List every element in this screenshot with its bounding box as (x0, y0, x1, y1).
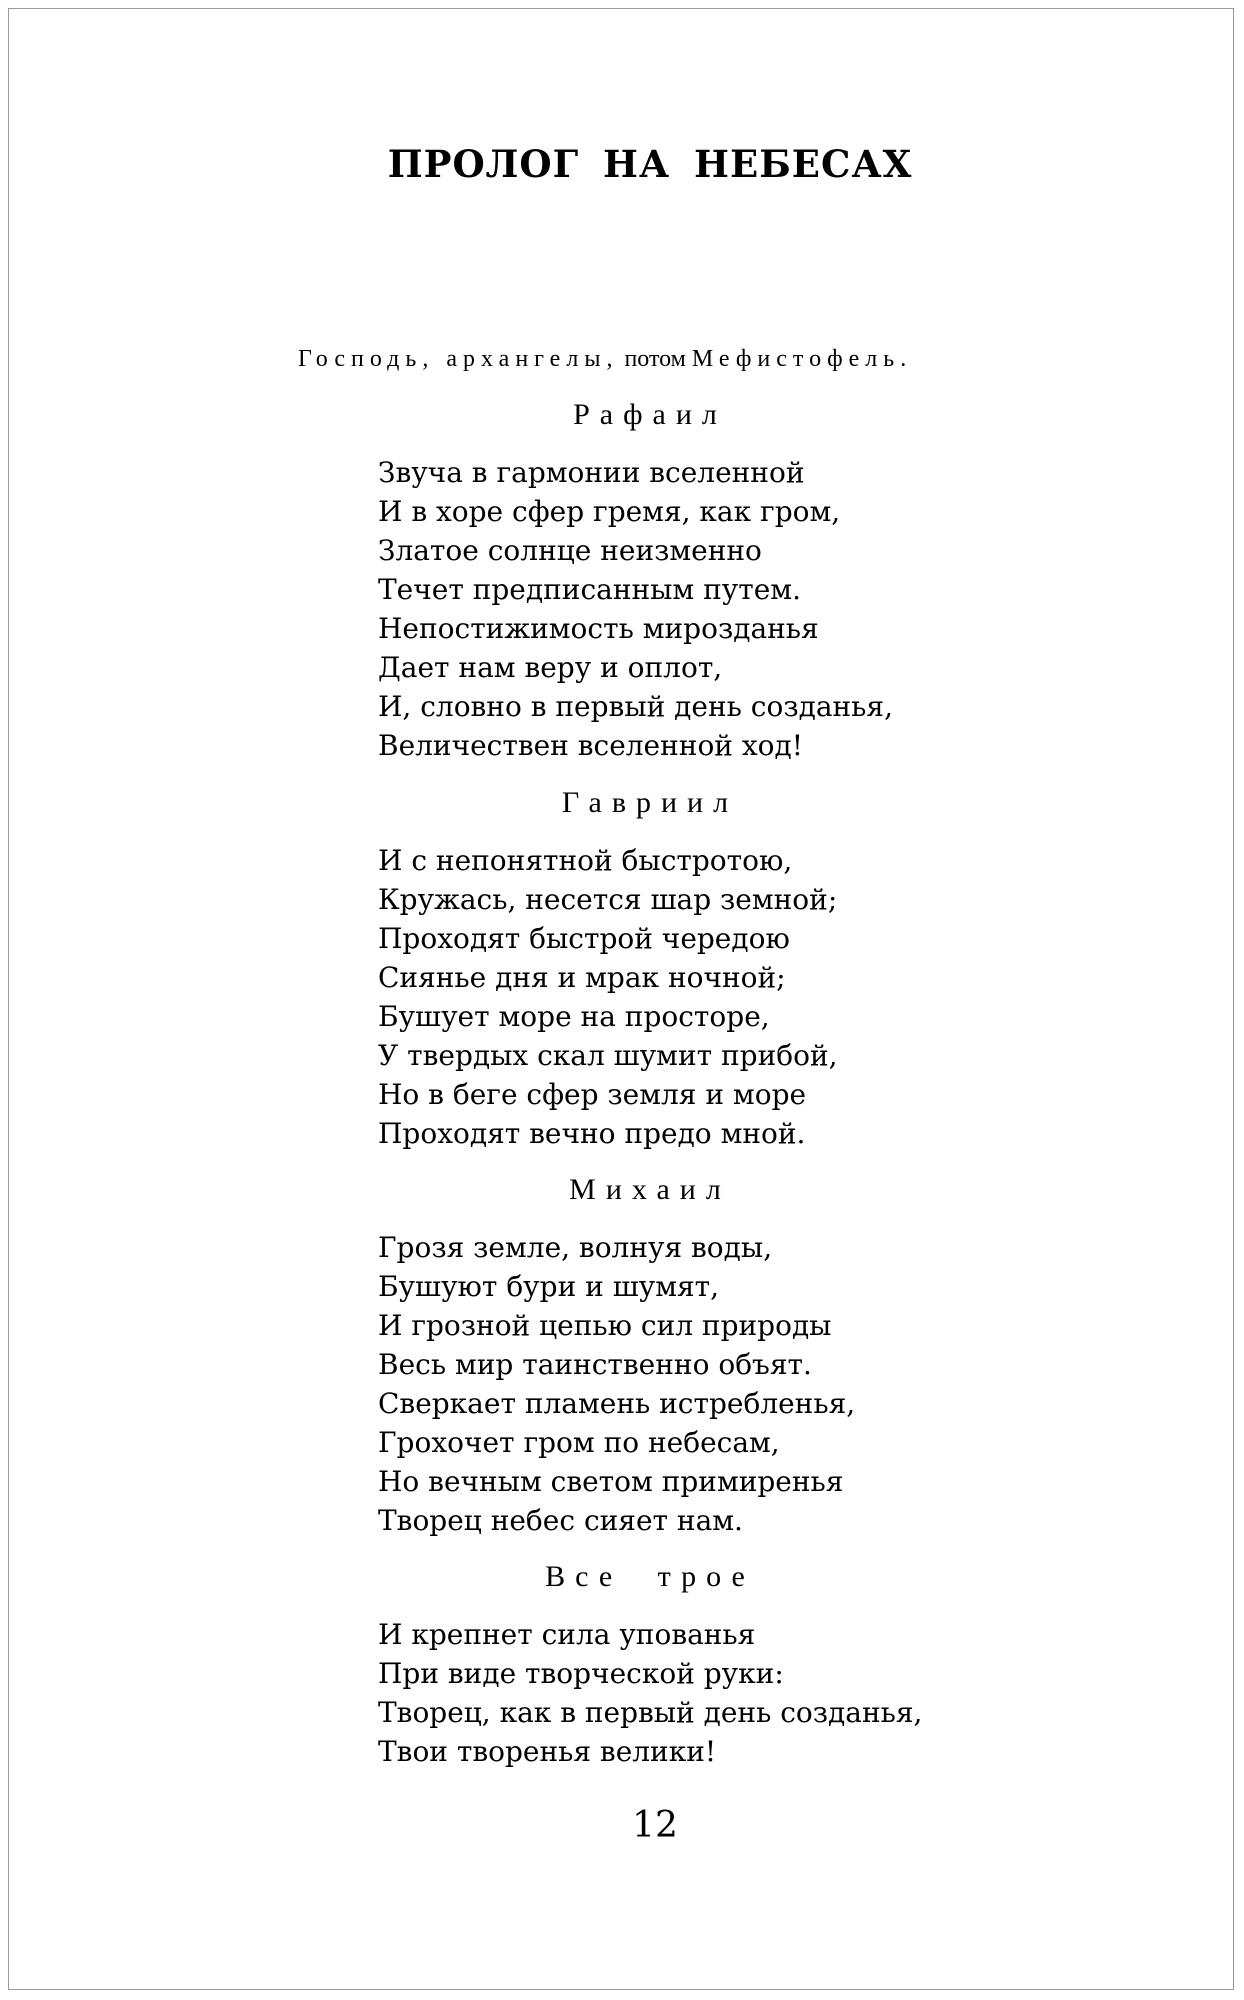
stanza-raphael (378, 453, 893, 765)
verse-line: Грохочет гром по небесам, (378, 1426, 780, 1459)
stanza-all-three (378, 1615, 922, 1771)
stage-direction (298, 346, 912, 373)
verse-line: Течет предписанным путем. (378, 573, 801, 606)
verse-line: Но вечным светом примиренья (378, 1465, 844, 1498)
verse-line: Проходят быстрой чередою (378, 922, 790, 955)
verse-line: И грозной цепью сил природы (378, 1309, 832, 1342)
verse-line: Бушуют бури и шумят, (378, 1270, 720, 1303)
verse-line: И с непонятной быстротою, (378, 844, 793, 877)
verse-line: И, словно в первый день созданья, (378, 690, 893, 723)
verse-line: Непостижимость мирозданья (378, 612, 819, 645)
verse-line: Звуча в гармонии вселенной (378, 456, 805, 489)
stage-direction-mephistopheles: Мефистофель. (691, 346, 913, 372)
verse-line: Грозя земле, волнуя воды, (378, 1231, 773, 1264)
verse-line: При виде творческой руки: (378, 1657, 784, 1690)
verse-line: Величествен вселенной ход! (378, 729, 804, 762)
verse-line: Проходят вечно предо мной. (378, 1117, 806, 1150)
verse-line: У твердых скал шумит прибой, (378, 1039, 838, 1072)
stanza-michael (378, 1228, 855, 1540)
verse-line: Сверкает пламень истребленья, (378, 1387, 856, 1420)
speaker-raphael: Рафаил (573, 398, 727, 431)
verse-line: Но в беге сфер земля и море (378, 1078, 807, 1111)
verse-line: Златое солнце неизменно (378, 534, 762, 567)
verse-line: И крепнет сила упованья (378, 1618, 756, 1651)
page-title: ПРОЛОГ НА НЕБЕСАХ (387, 142, 913, 186)
verse-line: Сиянье дня и мрак ночной; (378, 961, 786, 994)
speaker-michael: Михаил (569, 1173, 731, 1206)
verse-line: Бушует море на просторе, (378, 1000, 770, 1033)
verse-line: Твои творенья велики! (378, 1735, 717, 1768)
speaker-all-three: Все трое (545, 1560, 755, 1593)
verse-line: Дает нам веру и оплот, (378, 651, 723, 684)
verse-line: И в хоре сфер гремя, как гром, (378, 495, 841, 528)
stage-direction-connector: потом (618, 346, 692, 372)
verse-line: Творец небес сияет нам. (378, 1504, 743, 1537)
speaker-gabriel: Гавриил (561, 786, 739, 819)
stanza-gabriel (378, 841, 838, 1153)
verse-line: Творец, как в первый день созданья, (378, 1696, 923, 1729)
verse-line: Весь мир таинственно объят. (378, 1348, 812, 1381)
verse-line: Кружась, несется шар земной; (378, 883, 838, 916)
page-number: 12 (632, 1805, 678, 1846)
stage-direction-characters: Господь, архангелы, (298, 346, 619, 372)
